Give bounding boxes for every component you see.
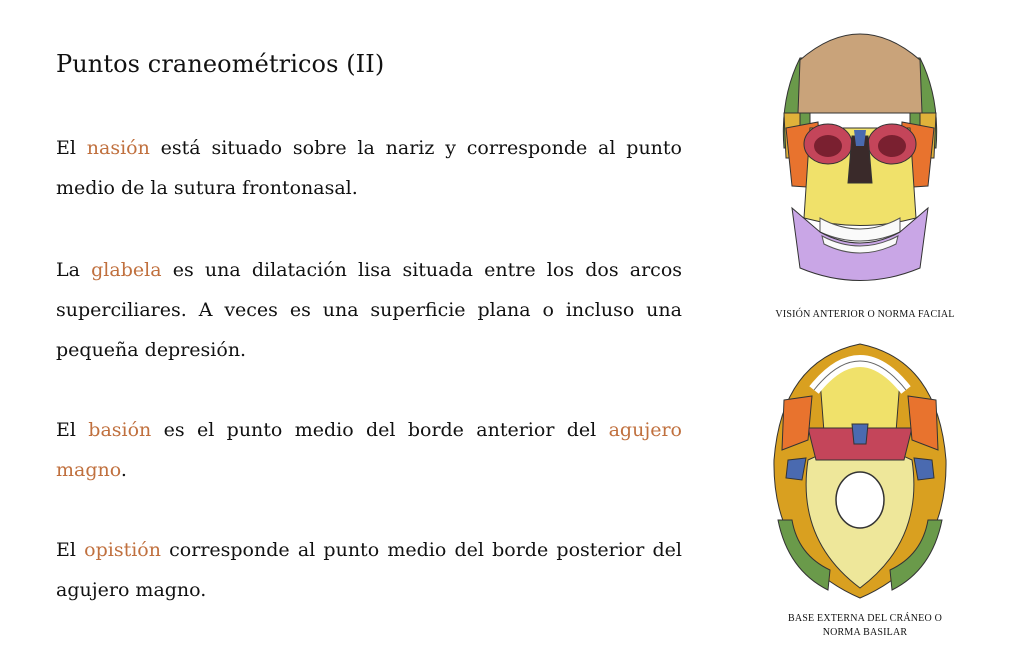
term-opistion: opistión [84,539,161,561]
paragraph-nasion [56,128,682,208]
skull-anterior-illustration [770,18,950,288]
text: El [56,419,89,441]
term-glabela: glabela [91,259,162,281]
text: es una dilatación lisa situada entre los dos arcos superciliares. A veces es una superficie plana o incluso una pequeña depresión. [56,259,683,361]
term-nasion: nasión [86,137,150,159]
text: El [56,539,85,561]
paragraph-basion [56,410,682,490]
caption-basal [745,612,985,640]
text: La [56,259,92,281]
text: está situado sobre la nariz y corresponde al punto medio de la sutura frontonasal. [56,137,682,199]
page-title: Puntos craneométricos (II) [56,50,385,78]
text: es el punto medio del borde anterior del [151,419,609,441]
caption-basal-line2: NORMA BASILAR [822,627,908,638]
text: . [120,459,127,481]
caption-anterior: VISIÓN ANTERIOR O NORMA FACIAL [775,309,955,320]
paragraph-glabela [56,250,682,370]
term-agujero-magno: agujero magno [56,419,682,481]
skull-basal-illustration [768,340,952,602]
term-basion: basión [88,419,152,441]
text: corresponde al punto medio del borde posterior del agujero magno. [56,539,682,601]
paragraph-opistion [56,530,682,610]
caption-basal-line1: BASE EXTERNA DEL CRÁNEO O [787,613,943,624]
text: El [56,137,87,159]
